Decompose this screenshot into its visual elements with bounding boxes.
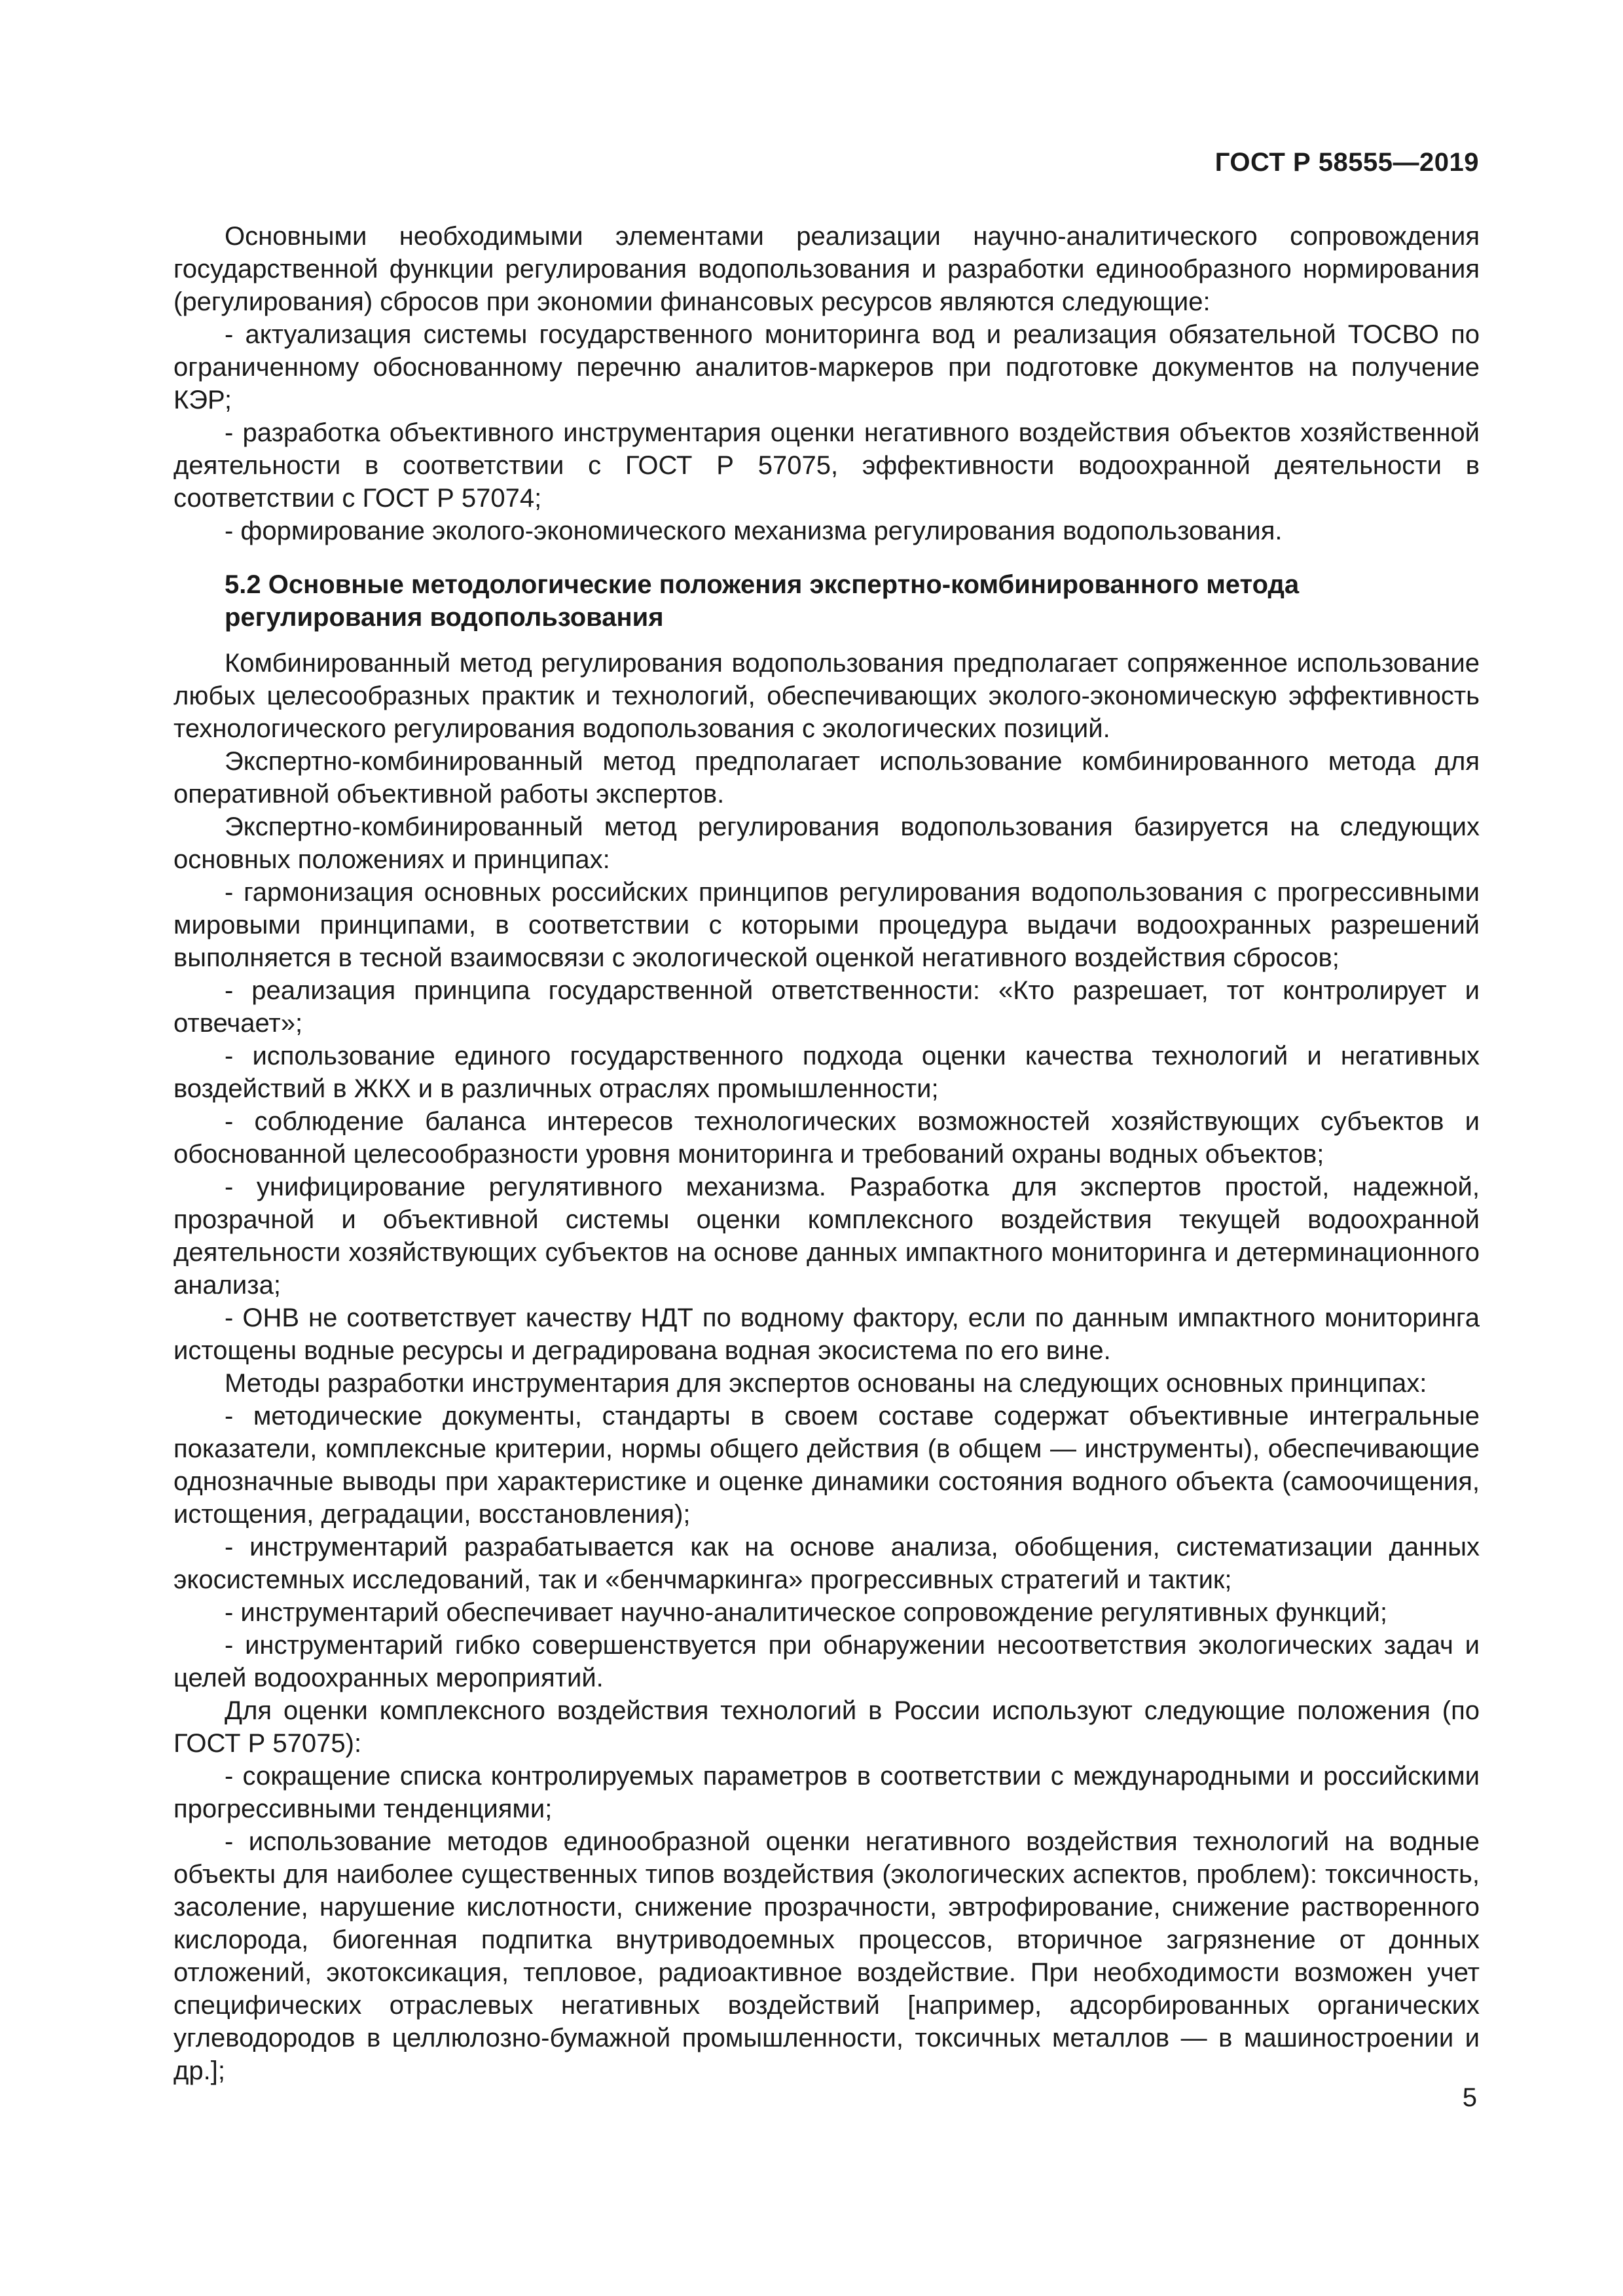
paragraph: - использование методов единообразной оценки негативного воздействия технологий на водные объекты для наиболее существенных типов воздействия (экологических аспектов, проблем): токсичность, засоление, нарушение кислотности, снижение прозрачности, эвтрофирование, снижение растворенного кислорода, биогенная подпитка внутриводоемных процессов, вторичное загрязнение от донных отложений, экотоксикация, тепловое, радиоактивное воздействие. При необходимости возможен учет специфических отраслевых негативных воздействий [например, адсорбированных органических углеводородов в целлюлозно-бумажной промышленности, токсичных металлов — в машиностроении и др.]; [173, 1827, 1480, 2085]
paragraph: - формирование эколого-экономического механизма регулирования водопользования. [225, 517, 1283, 545]
paragraph: - инструментарий разрабатывается как на основе анализа, обобщения, систематизации данных экосистемных исследований, так и «бенчмаркинга» прогрессивных стратегий и тактик; [173, 1533, 1480, 1594]
paragraph: - унифицирование регулятивного механизма. Разработка для экспертов простой, надежной, прозрачной и объективной системы оценки комплексного воздействия текущей водоохранной деятельности хозяйствующих субъектов на основе данных импактного мониторинга и детерминационного анализа; [173, 1173, 1480, 1300]
paragraph: - инструментарий гибко совершенствуется при обнаружении несоответствия экологических задач и целей водоохранных мероприятий. [173, 1631, 1480, 1692]
document-header: ГОСТ Р 58555—2019 [1214, 148, 1479, 177]
paragraph: - разработка объективного инструментария оценки негативного воздействия объектов хозяйственной деятельности в соответствии с ГОСТ Р 57075, эффективности водоохранной деятельности в соответствии с ГОСТ Р 57074; [173, 418, 1480, 513]
paragraph: - соблюдение баланса интересов технологических возможностей хозяйствующих субъектов и обоснованной целесообразности уровня мониторинга и требований охраны водных объектов; [173, 1107, 1480, 1169]
paragraph: - ОНВ не соответствует качеству НДТ по водному фактору, если по данным импактного мониторинга истощены водные ресурсы и деградирована водная экосистема по его вине. [173, 1303, 1480, 1365]
paragraph: - актуализация системы государственного мониторинга вод и реализация обязательной ТОСВО по ограниченному обоснованному перечню аналитов-маркеров при подготовке документов на получение КЭР; [173, 320, 1480, 414]
paragraph: - методические документы, стандарты в своем составе содержат объективные интегральные показатели, комплексные критерии, нормы общего действия (в общем — инструменты), обеспечивающие однозначные выводы при характеристике и оценке динамики состояния водного объекта (самоочищения, истощения, деградации, восстановления); [173, 1402, 1480, 1529]
paragraph: - инструментарий обеспечивает научно-аналитическое сопровождение регулятивных функций; [225, 1598, 1388, 1627]
paragraph: Методы разработки инструментария для экспертов основаны на следующих основных принципах: [225, 1369, 1427, 1398]
paragraph: Экспертно-комбинированный метод предполагает использование комбинированного метода для оперативной объективной работы экспертов. [173, 747, 1480, 809]
document-body [173, 220, 1480, 2087]
paragraph: - реализация принципа государственной ответственности: «Кто разрешает, тот контролирует и отвечает»; [173, 976, 1480, 1038]
paragraph: - гармонизация основных российских принципов регулирования водопользования с прогрессивными мировыми принципами, в соответствии с которыми процедура выдачи водоохранных разрешений выполняется в тесной взаимосвязи с экологической оценкой негативного воздействия сбросов; [173, 878, 1480, 972]
page-number: 5 [1462, 2083, 1477, 2112]
paragraph: Для оценки комплексного воздействия технологий в России используют следующие положения (по ГОСТ Р 57075): [173, 1696, 1480, 1758]
paragraph: - использование единого государственного подхода оценки качества технологий и негативных воздействий в ЖКХ и в различных отраслях промышленности; [173, 1042, 1480, 1103]
paragraph: Экспертно-комбинированный метод регулирования водопользования базируется на следующих основных положениях и принципах: [173, 812, 1480, 874]
paragraph: - сокращение списка контролируемых параметров в соответствии с международными и российскими прогрессивными тенденциями; [173, 1762, 1480, 1823]
paragraph: Комбинированный метод регулирования водопользования предполагает сопряженное использование любых целесообразных практик и технологий, обеспечивающих эколого-экономическую эффективность технологического регулирования водопользования с экологических позиций. [173, 649, 1480, 743]
paragraph: Основными необходимыми элементами реализации научно-аналитического сопровождения государственной функции регулирования водопользования и разработки единообразного нормирования (регулирования) сбросов при экономии финансовых ресурсов являются следующие: [173, 222, 1480, 316]
section-heading: 5.2 Основные методологические положения экспертно-комбинированного метода регулирования водопользования [225, 570, 1300, 632]
